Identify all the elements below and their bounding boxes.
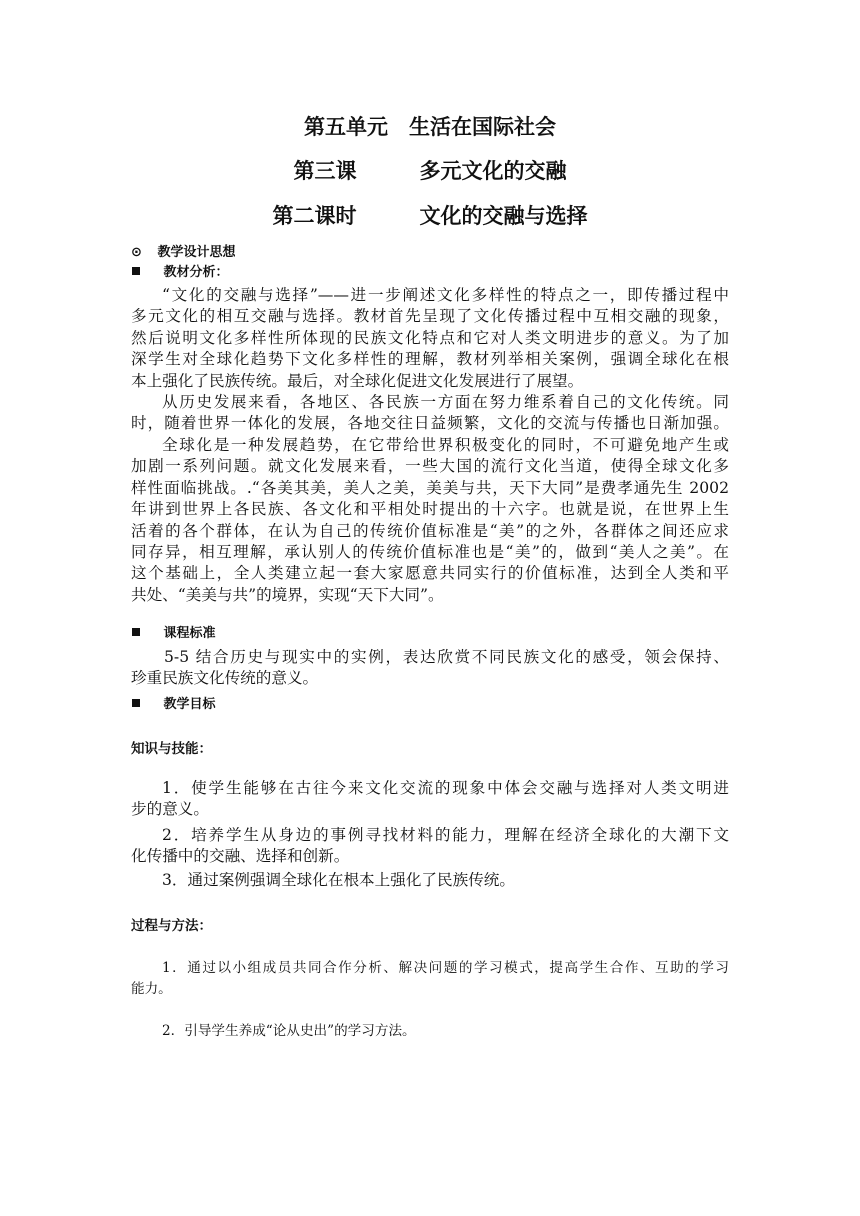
teaching-goals-label: 教学目标 bbox=[163, 697, 216, 712]
circle-dot-icon: ⊙ bbox=[131, 245, 142, 260]
black-square-icon bbox=[132, 628, 140, 636]
knowledge-skills-heading: 知识与技能： bbox=[131, 741, 212, 757]
process-item-2: 2．引导学生养成“论从史出”的学习方法。 bbox=[162, 1023, 416, 1039]
text-line: 全球化是一种发展趋势，在它带给世界积极变化的同时，不可避免地产生或 bbox=[162, 436, 729, 454]
text-line: “文化的交融与选择”——进一步阐述文化多样性的特点之一，即传播过程中 bbox=[162, 286, 729, 304]
analysis-paragraph-2 bbox=[131, 392, 729, 435]
text-line: 2．培养学生从身边的事例寻找材料的能力，理解在经济全球化的大潮下文 bbox=[162, 826, 729, 844]
text-line: 5-5 结合历史与现实中的实例，表达欣赏不同民族文化的感受，领会保持、 bbox=[164, 648, 729, 666]
text-line: 化传播中的交融、选择和创新。 bbox=[131, 847, 350, 866]
black-square-icon bbox=[132, 699, 140, 707]
text-line: 共处、“美美与共”的境界，实现“天下大同”。 bbox=[131, 585, 444, 604]
curriculum-standard-heading bbox=[131, 625, 216, 643]
text-line: 样性面临挑战。.“各美其美，美人之美，美美与共，天下大同”是费孝通先生 2002 bbox=[131, 478, 729, 497]
standard-paragraph bbox=[131, 647, 729, 690]
lesson-title: 第三课 多元文化的交融 bbox=[293, 159, 567, 183]
text-line: 1．使学生能够在古往今来文化交流的现象中体会交融与选择对人类文明进 bbox=[162, 779, 729, 797]
text-line: 这个基础上，全人类建立起一套大家愿意共同实行的价值标准，达到全人类和平 bbox=[131, 564, 729, 583]
text-line: 年讲到世界上各民族、各文化和平相处时提出的十六字。也就是说，在世界上生 bbox=[131, 500, 729, 519]
text-line: 从历史发展来看，各地区、各民族一方面在努力维系着自己的文化传统。同 bbox=[162, 393, 729, 411]
text-line: 珍重民族文化传统的意义。 bbox=[131, 669, 319, 688]
design-thought-heading bbox=[131, 244, 236, 262]
knowledge-item-2 bbox=[131, 825, 729, 868]
unit-title: 第五单元 生活在国际社会 bbox=[304, 115, 556, 139]
text-line: 1．通过以小组成员共同合作分析、解决问题的学习模式，提高学生合作、互助的学习 bbox=[162, 960, 729, 976]
teaching-goals-heading bbox=[131, 696, 216, 714]
text-line: 能力。 bbox=[131, 981, 172, 998]
black-square-icon bbox=[132, 267, 140, 275]
text-line: 步的意义。 bbox=[131, 800, 209, 819]
curriculum-standard-label: 课程标准 bbox=[163, 626, 216, 641]
process-item-1 bbox=[131, 958, 729, 1001]
text-line: 同存异，相互理解，承认别人的传统价值标准也是“美”的，做到“美人之美”。在 bbox=[131, 543, 729, 562]
text-line: 多元文化的相互交融与选择。教材首先呈现了文化传播过程中互相交融的现象， bbox=[131, 307, 729, 326]
text-line: 加剧一系列问题。就文化发展来看，一些大国的流行文化当道，使得全球文化多 bbox=[131, 457, 729, 476]
text-line: 时，随着世界一体化的发展，各地交往日益频繁，文化的交流与传播也日渐加强。 bbox=[131, 414, 729, 433]
period-title: 第二课时 文化的交融与选择 bbox=[272, 204, 588, 228]
textbook-analysis-heading bbox=[131, 264, 229, 282]
knowledge-item-3: 3．通过案例强调全球化在根本上强化了民族传统。 bbox=[162, 871, 515, 889]
analysis-paragraph-3 bbox=[131, 435, 729, 606]
text-line: 深学生对全球化趋势下文化多样性的理解，教材列举相关案例，强调全球化在根 bbox=[131, 350, 729, 369]
analysis-paragraph-1 bbox=[131, 285, 729, 392]
textbook-analysis-label: 教材分析： bbox=[163, 265, 229, 280]
text-line: 活着的各个群体，在认为自己的传统价值标准是“美”的之外，各群体之间还应求 bbox=[131, 521, 729, 540]
text-line: 然后说明文化多样性所体现的民族文化特点和它对人类文明进步的意义。为了加 bbox=[131, 328, 729, 347]
process-methods-heading: 过程与方法： bbox=[131, 918, 212, 934]
design-thought-label: 教学设计思想 bbox=[157, 245, 236, 260]
knowledge-item-1 bbox=[131, 778, 729, 821]
text-line: 本上强化了民族传统。最后，对全球化促进文化发展进行了展望。 bbox=[131, 371, 584, 390]
